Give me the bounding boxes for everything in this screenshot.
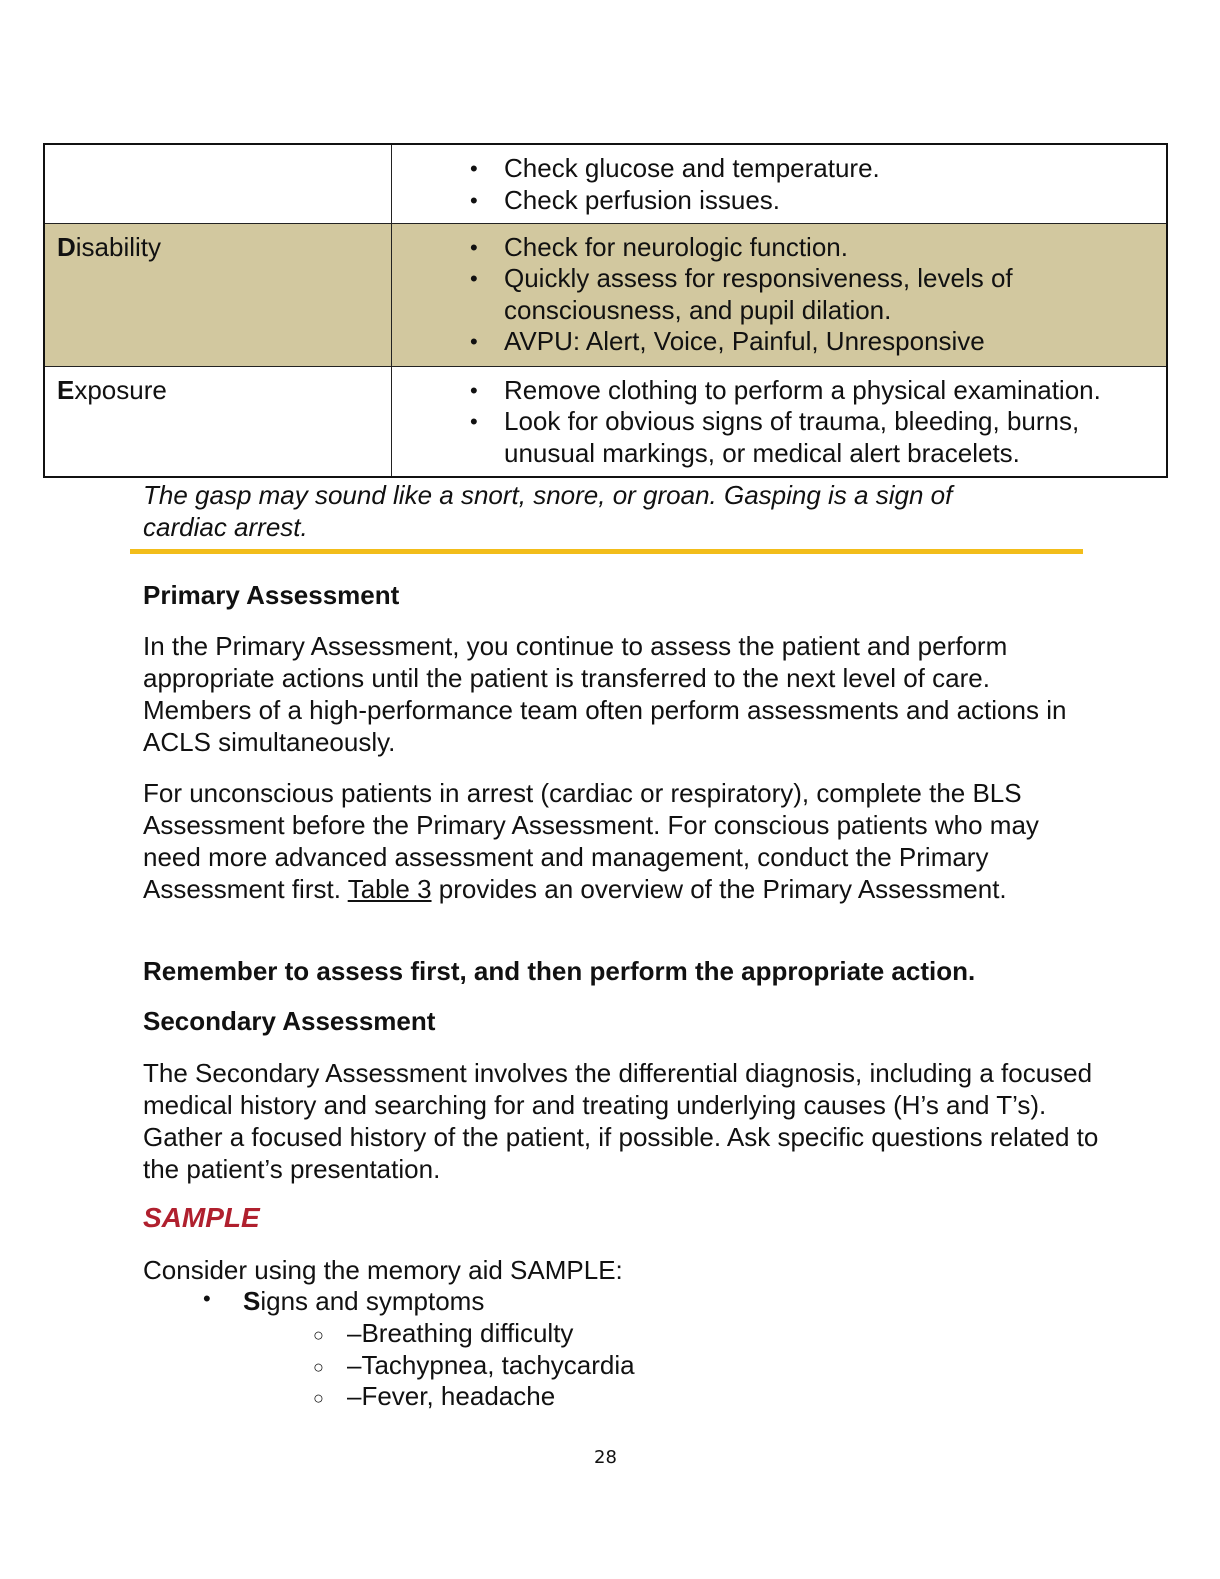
list-item: • Check perfusion issues. — [464, 185, 1156, 217]
table-3-link[interactable]: Table 3 — [347, 874, 432, 904]
sample-intro: Consider using the memory aid SAMPLE: — [143, 1255, 623, 1285]
primary-assessment-table — [43, 143, 1168, 478]
row-label-cell: Disability — [44, 223, 392, 366]
circle-bullet-icon: ○ — [313, 1357, 324, 1377]
row-label-cell: Exposure — [44, 366, 392, 477]
primary-paragraph-1: In the Primary Assessment, you continue to assess the patient and perform appropriate actions until the patient is transferred to the next level of care. Members of a high-performance team often perform assessments and actions in ACLS simultaneously. — [143, 631, 1067, 757]
row-actions-cell — [392, 366, 1168, 477]
list-item: • Check for neurologic function. — [464, 232, 1156, 264]
page-number: 28 — [594, 1447, 617, 1468]
table-row-exposure — [44, 366, 1167, 477]
secondary-paragraph: The Secondary Assessment involves the differential diagnosis, including a focused medical history and searching for and treating underlying causes (H’s and T’s). Gather a focused history of the patient, if possible. Ask specific questions related to the patient’s presentation. — [143, 1058, 1099, 1184]
reminder-text: Remember to assess first, and then perform the appropriate action. — [143, 956, 976, 986]
list-item: • Quickly assess for responsiveness, levels of consciousness, and pupil dilation. — [464, 263, 1156, 326]
row-actions-cell — [392, 223, 1168, 366]
section-divider — [130, 549, 1083, 554]
circle-bullet-icon: ○ — [313, 1388, 324, 1408]
table-row — [44, 144, 1167, 223]
bullet-icon: • — [203, 1286, 211, 1311]
circle-bullet-icon: ○ — [313, 1325, 324, 1345]
primary-assessment-heading: Primary Assessment — [143, 580, 400, 610]
gasp-note: The gasp may sound like a snort, snore, or groan. Gasping is a sign of cardiac arrest. — [143, 480, 953, 542]
row-label-cell — [44, 144, 392, 223]
list-item: • Remove clothing to perform a physical examination. — [464, 375, 1156, 407]
row-actions-cell — [392, 144, 1168, 223]
secondary-assessment-heading: Secondary Assessment — [143, 1006, 436, 1036]
table-row-disability — [44, 223, 1167, 366]
sample-heading: SAMPLE — [143, 1202, 260, 1233]
list-item: • Look for obvious signs of trauma, bleeding, burns, unusual markings, or medical alert bracelets. — [464, 406, 1156, 469]
list-item: • AVPU: Alert, Voice, Painful, Unresponsive — [464, 326, 1156, 358]
list-item: • Check glucose and temperature. — [464, 153, 1156, 185]
primary-paragraph-2: For unconscious patients in arrest (cardiac or respiratory), complete the BLS Assessment before the Primary Assessment. For conscious patients who may need more advanced assessment and management, conduct the Primary Assessment first. Table 3 provides an overview of the Primary Assessment. — [143, 778, 1039, 904]
